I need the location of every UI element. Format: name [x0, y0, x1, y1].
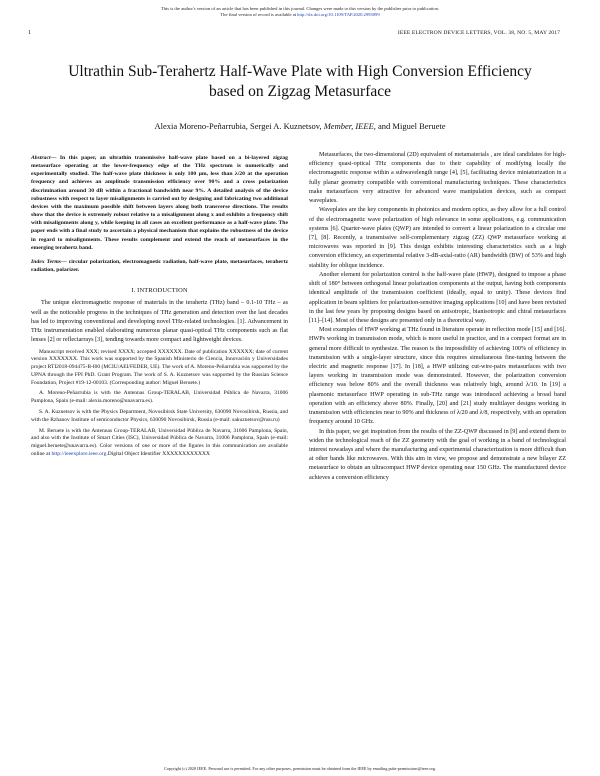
index-terms: [31, 258, 288, 274]
index-terms-label: Index Terms: [31, 258, 61, 265]
body-paragraph: Most examples of HWP working at THz found in literature operate in reflection mode [15] and [16]. HWPs working in transmission mode, which is more useful in practice, and in a compact format are in general more difficult to synthesize. The reason is the impossibility of achieving 100% of efficiency in transmission with a single-layer structure, since this requires simultaneous fine-tuning between the electric and magnetic response [17]. In [18], a HWP utilizing cut-wire-pairs metasurfaces with two layers working in transmission mode was demonstrated. However, the polarization conversion efficiency was below 80% and the overall thickness was relatively high, around λ/10. In [19] a plasmonic metasurface HWP operating in sub-THz range was introduced achieving a broad band operation with an efficiency above 80%. Finally, [20] and [21] study multilayer designs working in transmission with efficiencies near to 90% and thickness of λ/20 and λ/8, respectively, with an operation frequency around 10 GHz.: [309, 327, 566, 426]
paper-title: Ultrathin Sub-Terahertz Half-Wave Plate with High Conversion Efficiency based on Zigzag Metasurface: [68, 63, 532, 100]
doi-link[interactable]: http://dx.doi.org/10.1109/TAP.2020.2993099: [297, 12, 380, 18]
intro-paragraph: The unique electromagnetic response of materials in the terahertz (THz) band – 0.1-10 THz – as well as the noticeable progress in the techniques of THz generation and detection over the last decades has led to improving conventional and developing novel THz-related technologies. [1]. Advancement in THz instrumentation enabled elaborating numerous planar quasi-optical THz components such as flat lenses [2] or reflectarrays [3], tending towards more compact and lightweight devices.: [31, 300, 288, 344]
author-membership: Member, IEEE,: [323, 121, 376, 131]
ieeexplore-link[interactable]: http://ieeexplore.ieee.org: [51, 451, 107, 458]
body-paragraph: Metasurfaces, the two-dimensional (2D) equivalent of metamaterials , are ideal candidates for high-efficiency quasi-optical THz components due to their capability of modifying locally the electromagnetic response within a subwavelength range [4], [5], facilitating device miniaturization in a fully planar geometry compatible with conventional manufacturing techniques. These characteristics make metasurfaces very attractive for advanced wave manipulation devices, such as compact waveplates.: [309, 152, 566, 205]
body-paragraph: In this paper, we get inspiration from the results of the ZZ-QWP discussed in [9] and extend them to widen the technological reach of the ZZ geometry with the goal of working in a band of technological interest nowadays and where the manufacturing and experimental characterization is more difficult than at other bands like microwaves. With this aim in view, we propose and demonstrate a new bilayer ZZ metasurface to obtain an ultracompact HWP device operating near 150 GHz. The manufactured device achieves a conversion efficiency: [309, 428, 566, 481]
journal-header: IEEE ELECTRON DEVICE LETTERS, VOL. 38, NO. 5, MAY 2017: [397, 30, 560, 36]
footnote-manuscript: Manuscript received XXX; revised XXXX; accepted XXXXXX. Date of publication XXXXXX; date of current version XXXXXXX. This work was supported by the Spanish Ministerio de Ciencia, Innovación y Universidades project RTI2018-094475-B-I00 (MCIU/AEI/FEDER, UE). The work of A. Moreno-Peñarrubia was supported by the UPNA through the FPI PhD. Grant Program. The work of S. A. Kuznetsov was supported by the Russian Science Foundation, Project #19-12-00103. (Corresponding author: Miguel Beruete.): [31, 348, 288, 386]
banner-line-2-prefix: The final version of record is available at: [220, 12, 297, 18]
abstract-label: Abstract: [31, 155, 51, 161]
author-last: and Miguel Beruete: [378, 121, 446, 131]
page-number: 1: [28, 30, 31, 36]
banner-line-1: This is the author's version of an article that has been published in this journal. Changes were made to this version by the publisher prior to publication.: [160, 6, 440, 11]
copyright-footer: Copyright (c) 2020 IEEE. Personal use is permitted. For any other purposes, permission must be obtained from the IEEE by emailing pubs-permissions@ieee.org.: [164, 766, 436, 771]
abstract-text: — In this paper, an ultrathin transmissive half-wave plate based on a bi-layered zigzag metasurface operating at the lower-frequency edge of the THz spectrum is numerically and experimentally studied. The half-wave plate thickness is only 100 μm, less than λ/20 at the operation frequency and achieves an amplitude transmission efficiency over 90% and a cross polarization discrimination around 30 dB within a fractional bandwidth near 9%. A detailed analysis of the device robustness with respect to layer misalignments is carried out by designing and fabricating two additional devices with the maximum possible shift between layers along both transverse directions. The results show that the device is extremely robust relative to a misalignment along x and exhibits a frequency shift with misalignments along y, while keeping in all cases an excellent performance as a half-wave plate. The paper ends with a final study to ascertain a physical mechanism that explains the robustness of the device in regard to misalignments. These results complement and extend the reach of metasurfaces in the emerging terahertz band.: [31, 155, 288, 251]
footnote-author-3-text: M. Beruete is with the Antennas Group-TERALAB, Universidad Pública de Navarra, 31006 Pamplona, Spain, and also with the Institute of Smart Cities (ISC), Universidad Pública de Navarra, 31006 Pamplona, Spain (e-mail: miguel.beruete@unavarra.es). Color versions of one or more of the figures in this communication are available online at: [31, 427, 288, 458]
publication-banner: [0, 6, 600, 18]
left-column: [31, 151, 288, 459]
footnote-doi: .Digital Object Identifier XXXXXXXXXXXX: [106, 451, 210, 458]
banner-line-2: [0, 12, 600, 18]
index-terms-text: — circular polarization, electromagnetic radiation, half-wave plate, metasurfaces, terahertz radiation, polarizer.: [31, 258, 288, 274]
body-paragraph: Another element for polarization control is the half-wave plate (HWP), designed to impose a phase shift of 180° between orthogonal linear polarization components at the output, having both components identical amplitude of the transmission coefficient (ideally, equal to unity). These devices find application in beam splitters for polarization-sensitive imaging applications [10] and have been revisited in the last few years by proposing designs based on anisotropic, bianisotropic and chiral metasurfaces [11]–[14]. Most of these designs are presented only in a theoretical way.: [309, 271, 566, 324]
author-list: [0, 121, 600, 131]
footnote-author-3: [31, 428, 288, 459]
footnote-author-1: A. Moreno-Peñarrubia is with the Antennas Group-TERALAB, Universidad Pública de Navarra, 31006 Pamplona, Spain (e-mail: alexia.moreno@unavarra.es).: [31, 390, 288, 405]
author-names: Alexia Moreno-Peñarrubia, Sergei A. Kuznetsov,: [154, 121, 322, 131]
section-heading: I. INTRODUCTION: [131, 287, 188, 295]
abstract: [31, 154, 288, 252]
footnote-author-2: S. A. Kuznetsov is with the Physics Department, Novosibirsk State University, 630090 Novosibirsk, Russia, and with the Rzhanov Institute of semiconductor Physics, 630090 Novosibirsk, Russia (e-mail: sakuznetsov@nsu.ru): [31, 409, 288, 423]
right-column: [309, 151, 566, 483]
body-paragraph: Waveplates are the key components in photonics and modern optics, as they allow for a full control of the electromagnetic wave polarization of high relevance in some applications, e.g. communication systems [6]. Quarter-wave plates (QWP) are intended to convert a linear polarization to a circular one [7], [8]. Recently, a transmissive self-complementary zigzag (ZZ) QWP metasurface working at microwaves was reported in [9]. This design exhibits interesting characteristics such as a high conversion efficiency, an experimental relative 3-dB-axial-ratio (AR) bandwidth (BW) of 53% and high stability for oblique incidence.: [309, 207, 566, 269]
